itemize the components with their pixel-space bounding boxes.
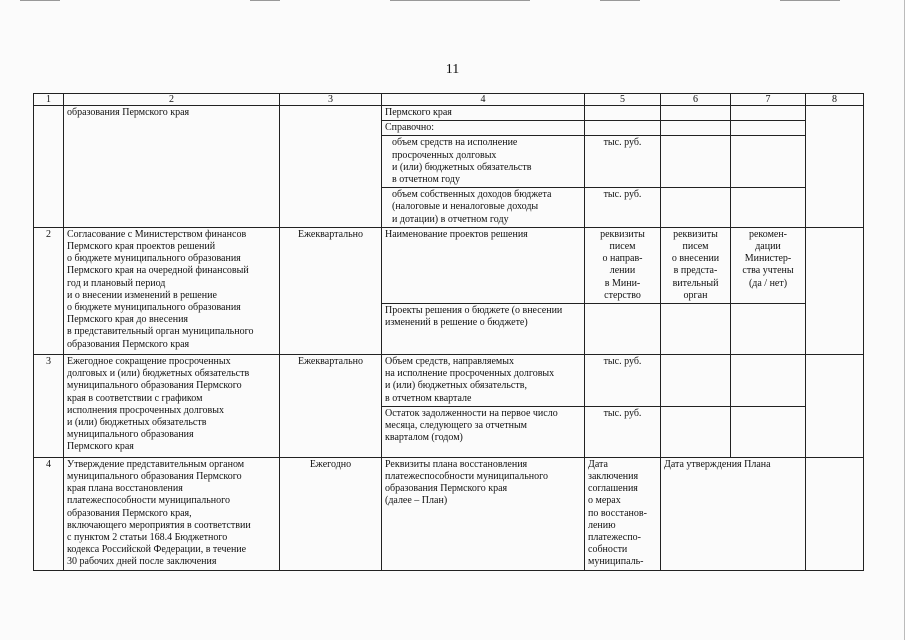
- page-number: 11: [445, 62, 460, 77]
- indicator-cell: Справочно:: [382, 121, 585, 136]
- value-cell: [661, 406, 731, 457]
- row-number-cell: [34, 106, 64, 228]
- column-header: 6: [661, 94, 731, 106]
- column-header: 7: [731, 94, 806, 106]
- frequency-cell: Ежеквартально: [280, 227, 382, 354]
- indicator-cell: Реквизиты плана восстановления платежеспособности муниципального образования Пермского края (далее – План): [382, 457, 585, 570]
- measure-cell: Утверждение представительным органом муниципального образования Пермского края плана восстановления платежеспособности муниципального образования Пермского края, включающего мероприятия в соответствии с пунктом 2 статьи 168.4 Бюджетного кодекса Российской Федерации, в течение 30 рабочих дней после заключения: [64, 457, 280, 570]
- top-edge-line: [780, 0, 840, 1]
- unit-cell: Дата заключения соглашения о мерах по восстанов- лению платежеспо- собности муниципаль-: [585, 457, 661, 570]
- value-cell: [661, 304, 731, 355]
- value-cell: реквизиты писем о внесении в предста- вительный орган: [661, 227, 731, 303]
- unit-cell: тыс. руб.: [585, 136, 661, 188]
- value-cell: [661, 121, 731, 136]
- column-header: 1: [34, 94, 64, 106]
- top-edge-line: [390, 0, 530, 1]
- value-cell: [731, 355, 806, 407]
- measure-cell: образования Пермского края: [64, 106, 280, 228]
- indicator-cell: объем средств на исполнение просроченных долговых и (или) бюджетных обязательств в отчетном году: [382, 136, 585, 188]
- frequency-cell: Ежегодно: [280, 457, 382, 570]
- measure-cell: Согласование с Министерством финансов Пермского края проектов решений о бюджете муниципального образования Пермского края на очередной финансовый год и плановый период и о внесении изменений в решение о бюджете муниципального образования Пермского края до внесения в представительный орган муниципального образования Пермского края: [64, 227, 280, 354]
- indicator-cell: Остаток задолженности на первое число месяца, следующего за отчетным кварталом (годом): [382, 406, 585, 457]
- unit-cell: тыс. руб.: [585, 355, 661, 407]
- value-cell: [806, 457, 864, 570]
- top-edge-line: [600, 0, 640, 1]
- table-row: [34, 106, 864, 121]
- value-cell: [661, 188, 731, 228]
- column-header-row: [34, 94, 864, 106]
- unit-cell: тыс. руб.: [585, 406, 661, 457]
- row-number-cell: 3: [34, 355, 64, 458]
- indicator-cell: Проекты решения о бюджете (о внесении изменений в решение о бюджете): [382, 304, 585, 355]
- value-cell: [731, 188, 806, 228]
- unit-cell: [585, 304, 661, 355]
- frequency-cell: Ежеквартально: [280, 355, 382, 458]
- unit-cell: [585, 106, 661, 121]
- table-row: [34, 355, 864, 407]
- value-cell: [661, 106, 731, 121]
- value-cell: [731, 304, 806, 355]
- top-edge-line: [250, 0, 280, 1]
- column-header: 5: [585, 94, 661, 106]
- table-row: [34, 227, 864, 303]
- unit-cell: реквизиты писем о направ- лении в Мини- стерство: [585, 227, 661, 303]
- value-cell: [731, 121, 806, 136]
- frequency-cell: [280, 106, 382, 228]
- value-cell: [806, 227, 864, 354]
- column-header: 2: [64, 94, 280, 106]
- table-row: [34, 457, 864, 570]
- value-cell: [731, 106, 806, 121]
- column-header: 4: [382, 94, 585, 106]
- value-cell: [661, 355, 731, 407]
- unit-cell: [585, 121, 661, 136]
- value-cell: [731, 406, 806, 457]
- value-cell: [661, 136, 731, 188]
- row-number-cell: 4: [34, 457, 64, 570]
- value-cell: Дата утверждения Плана: [661, 457, 806, 570]
- unit-cell: тыс. руб.: [585, 188, 661, 228]
- measure-cell: Ежегодное сокращение просроченных долговых и (или) бюджетных обязательств муниципального образования Пермского края в соответствии с графиком исполнения просроченных долговых и (или) бюджетных обязательств муниципального образования Пермского края: [64, 355, 280, 458]
- top-edge-line: [20, 0, 60, 1]
- value-cell: рекомен- дации Министер- ства учтены (да / нет): [731, 227, 806, 303]
- value-cell: [806, 106, 864, 228]
- column-header: 3: [280, 94, 382, 106]
- value-cell: [806, 355, 864, 458]
- report-table: [33, 93, 864, 571]
- indicator-cell: Объем средств, направляемых на исполнение просроченных долговых и (или) бюджетных обязательств, в отчетном квартале: [382, 355, 585, 407]
- indicator-cell: Пермского края: [382, 106, 585, 121]
- value-cell: [731, 136, 806, 188]
- row-number-cell: 2: [34, 227, 64, 354]
- column-header: 8: [806, 94, 864, 106]
- indicator-cell: Наименование проектов решения: [382, 227, 585, 303]
- indicator-cell: объем собственных доходов бюджета (налоговые и неналоговые доходы и дотации) в отчетном году: [382, 188, 585, 228]
